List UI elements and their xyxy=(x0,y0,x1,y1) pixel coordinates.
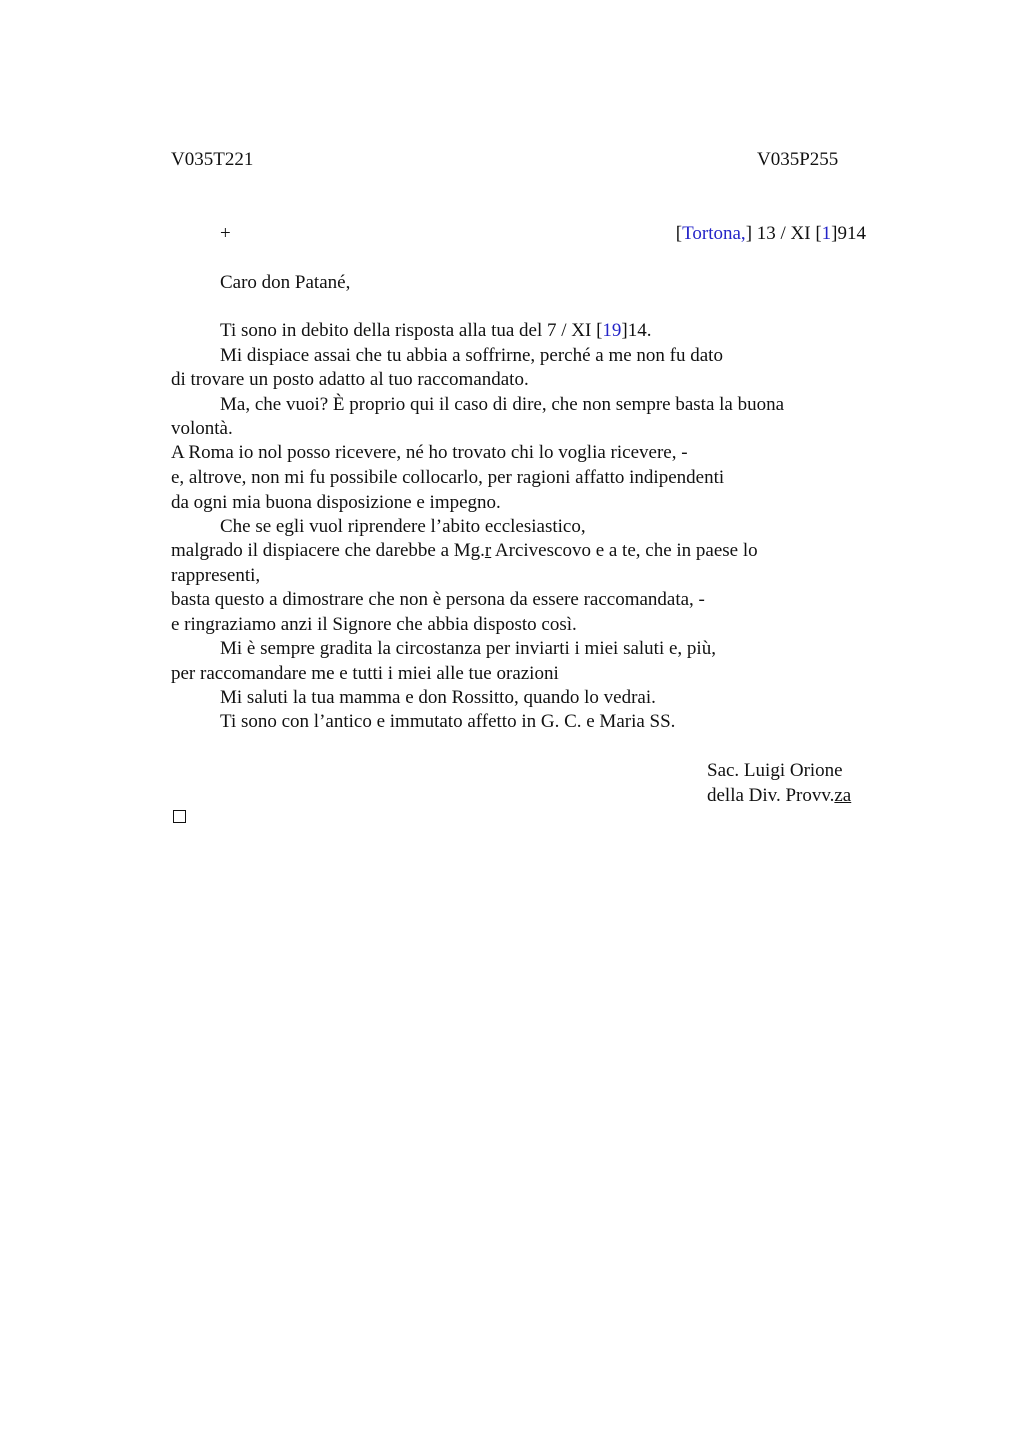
dateline-year-rest: ]914 xyxy=(831,223,866,244)
body-line-13: e ringraziamo anzi il Signore che abbia disposto così. xyxy=(171,614,577,635)
cross-symbol: + xyxy=(220,223,231,244)
signature-title-superscript: za xyxy=(834,785,852,806)
body-line-1-end: ]14. xyxy=(621,320,652,341)
body-line-6: A Roma io nol posso ricevere, né ho trovato chi lo voglia ricevere, - xyxy=(171,442,688,463)
body-line-15: per raccomandare me e tutti i miei alle tue orazioni xyxy=(171,663,559,684)
signature-title xyxy=(707,786,851,805)
end-box-icon xyxy=(173,810,186,823)
body-line-10 xyxy=(171,541,758,560)
body-line-10-superscript: r xyxy=(484,540,492,561)
body-line-9: Che se egli vuol riprendere l’abito ecclesiastico, xyxy=(220,516,586,537)
volume-code-right: V035P255 xyxy=(757,149,839,170)
dateline-place: Tortona, xyxy=(682,223,746,244)
dateline-date: ] 13 / XI [ xyxy=(745,223,822,244)
dateline xyxy=(676,224,866,243)
body-line-7: e, altrove, non mi fu possibile collocarlo, per ragioni affatto indipendenti xyxy=(171,467,725,488)
body-line-16: Mi saluti la tua mamma e don Rossitto, quando lo vedrai. xyxy=(220,687,656,708)
volume-code-left: V035T221 xyxy=(171,149,254,170)
body-line-11: rappresenti, xyxy=(171,565,261,586)
signature-name: Sac. Luigi Orione xyxy=(707,760,843,781)
body-line-1-text: Ti sono in debito della risposta alla tua del 7 / XI [ xyxy=(220,320,603,341)
body-line-14: Mi è sempre gradita la circostanza per inviarti i miei saluti e, più, xyxy=(220,638,716,659)
body-line-5: volontà. xyxy=(171,418,233,439)
body-line-4: Ma, che vuoi? È proprio qui il caso di dire, che non sempre basta la buona xyxy=(220,394,785,415)
dateline-year-insert: 1 xyxy=(821,223,832,244)
body-line-12: basta questo a dimostrare che non è persona da essere raccomandata, - xyxy=(171,589,705,610)
body-line-1 xyxy=(220,321,652,340)
body-line-1-insert: 19 xyxy=(602,320,622,341)
body-line-3: di trovare un posto adatto al tuo raccomandato. xyxy=(171,369,529,390)
signature-title-text: della Div. Provv. xyxy=(707,785,835,806)
body-line-10-text: malgrado il dispiacere che darebbe a Mg. xyxy=(171,540,485,561)
salutation: Caro don Patané, xyxy=(220,272,351,293)
dateline-bracket-open: [ xyxy=(675,223,683,244)
body-line-10-end: Arcivescovo e a te, che in paese lo xyxy=(491,540,758,561)
body-line-17: Ti sono con l’antico e immutato affetto in G. C. e Maria SS. xyxy=(220,711,676,732)
body-line-8: da ogni mia buona disposizione e impegno. xyxy=(171,492,501,513)
body-line-2: Mi dispiace assai che tu abbia a soffrirne, perché a me non fu dato xyxy=(220,345,723,366)
